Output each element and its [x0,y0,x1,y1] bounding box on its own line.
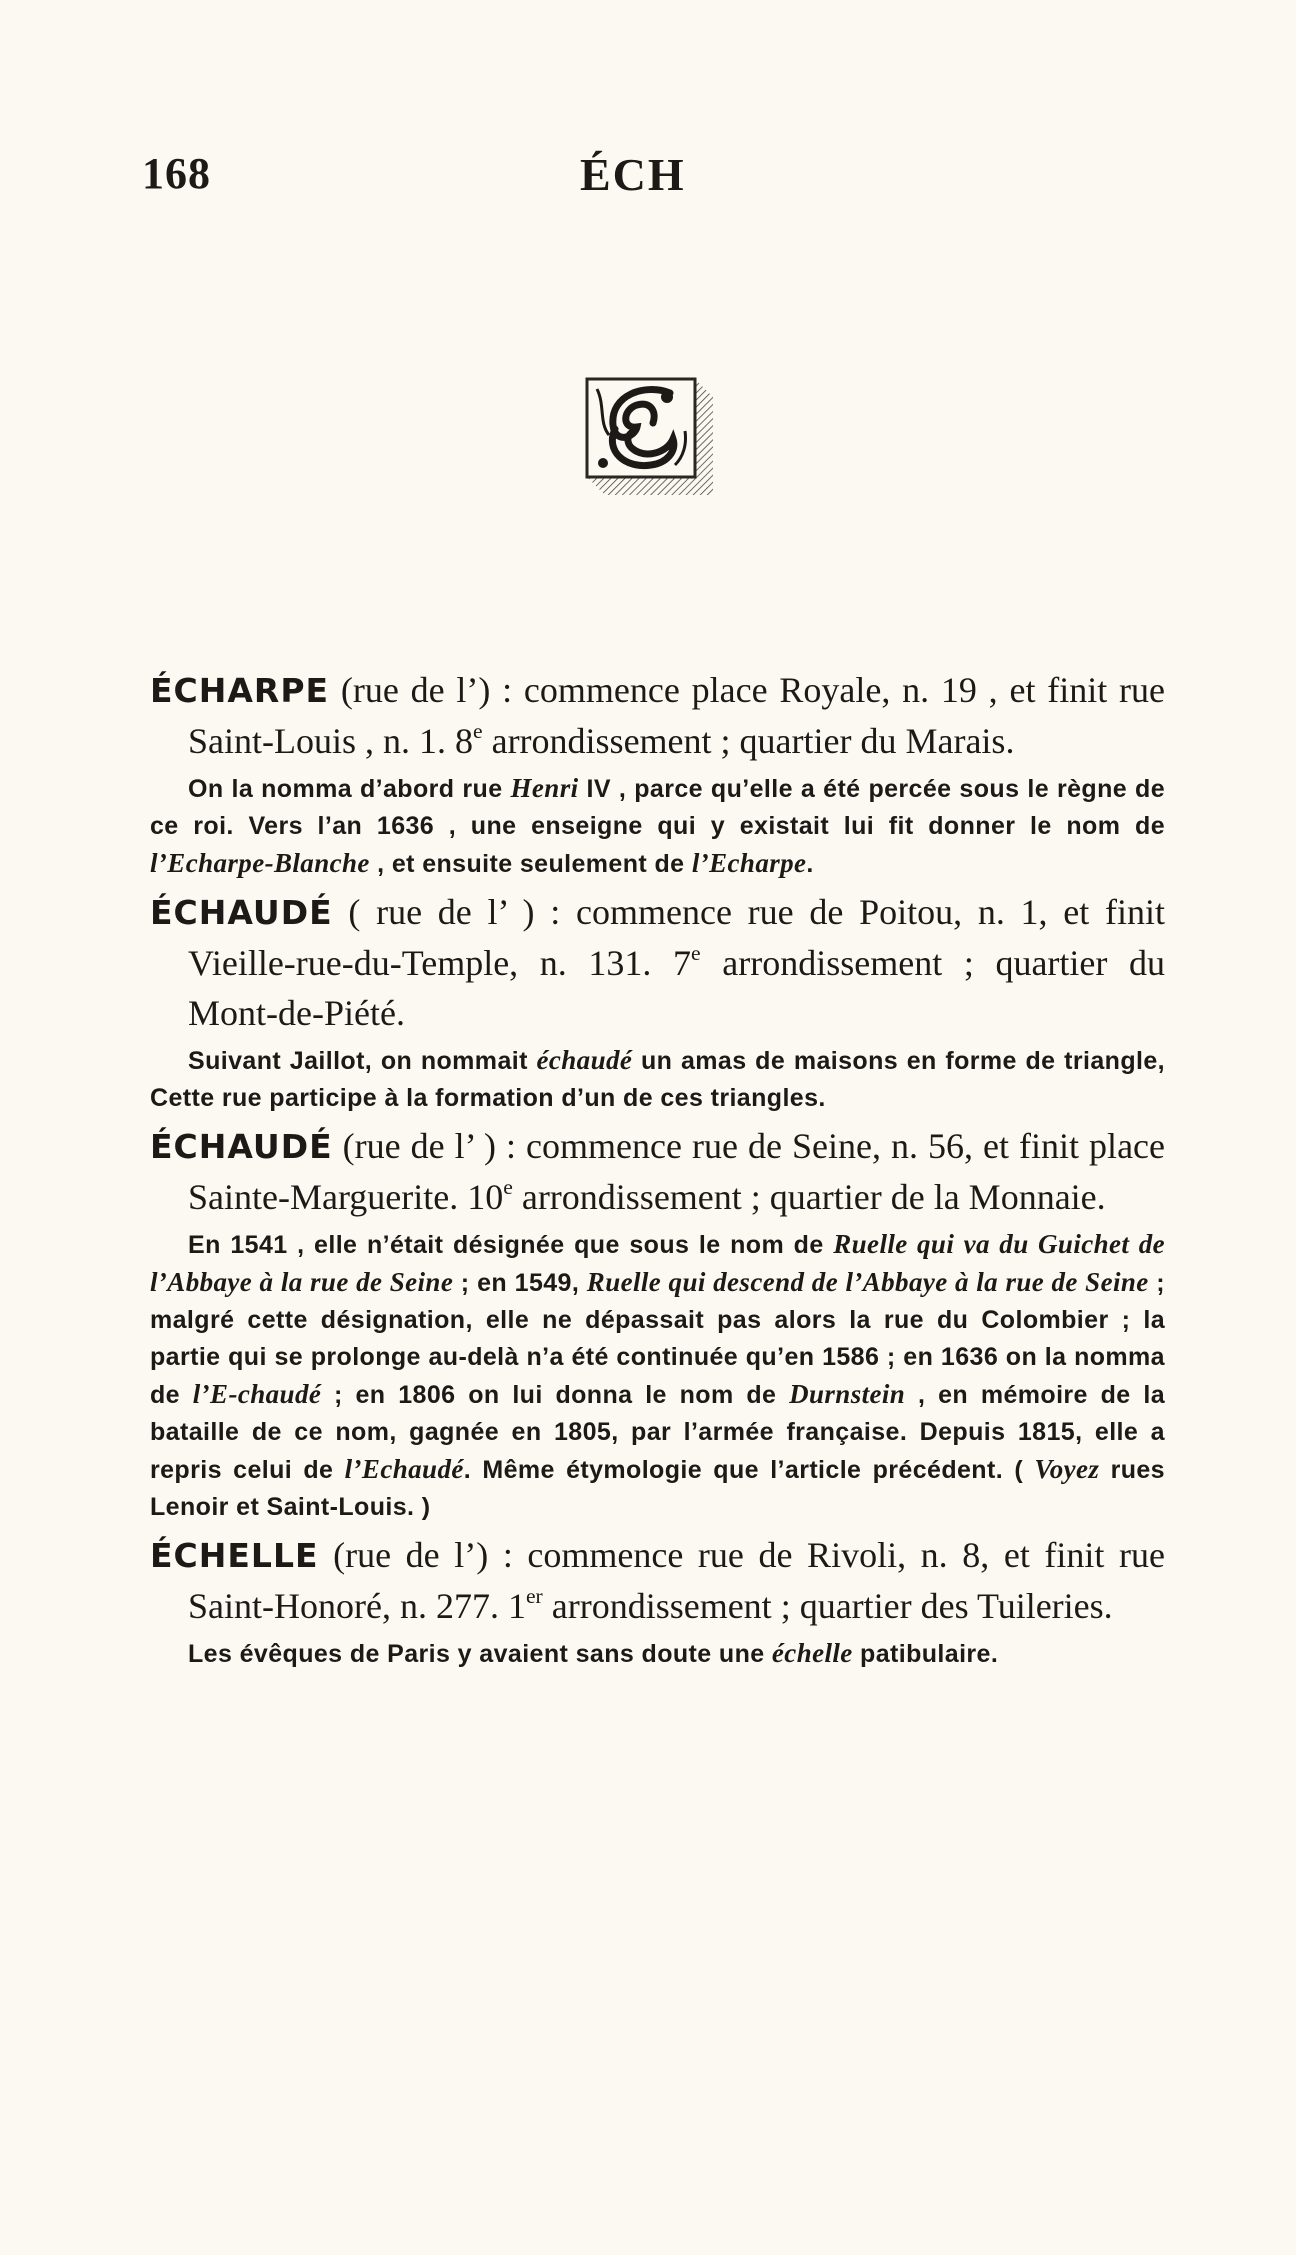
entry-note [150,1042,1165,1117]
entry-text-a: (rue de l’ ) : commence rue de Seine, n. 56, et finit place Sainte-Marguerite. 10 [188,1126,1165,1217]
entry-main-text [150,887,1165,1038]
note-text: Les évêques de Paris y avaient sans doute une [188,1640,772,1668]
entry-main-text [150,665,1165,766]
note-italic: échelle [771,1638,853,1668]
entry-main-text [150,1530,1165,1631]
entry-text-a: (rue de l’) : commence rue de Rivoli, n. 8, et finit rue Saint-Honoré, n. 277. 1 [188,1535,1165,1626]
decorative-letter-e-ornament-icon [575,365,723,503]
note-text: On la nomma d’abord rue [188,775,511,803]
entry-echarpe [150,665,1165,883]
entry-text-b: arrondissement ; quartier de la Monnaie. [512,1177,1106,1217]
note-text: , et ensuite seulement de [369,850,692,878]
note-text: ; malgré cette désignation, elle ne dépassait pas alors la rue du Colombier ; la partie qui se prolonge au-delà n’a été continuée qu’en 1586 ; en 1636 on la nomma de [150,1269,1165,1409]
entries-list [150,665,1165,1677]
note-italic: Voyez [1034,1454,1100,1484]
note-text: un amas de maisons en forme de triangle, Cette rue participe à la formation d’un de ces triangles. [150,1047,1165,1112]
entry-text-b: arrondissement ; quartier des Tuileries. [542,1586,1113,1626]
note-italic: l’E-chaudé [192,1379,322,1409]
entry-note [150,770,1165,883]
note-italic: l’Echarpe [691,848,807,878]
entry-main-text [150,1121,1165,1222]
entry-headword: ÉCHELLE [150,1536,319,1575]
entry-echaude-1 [150,887,1165,1117]
entry-text-a: ( rue de l’ ) : commence rue de Poitou, n. 1, et finit Vieille-rue-du-Temple, n. 131. 7 [188,892,1165,983]
note-text: IV , parce qu’elle a été percée sous le règne de ce roi. Vers l’an 1636 , une enseigne qui y existait lui fit donner le nom de [150,775,1166,840]
entry-sup: e [473,718,483,743]
note-text: Suivant Jaillot, on nommait [188,1047,537,1075]
entry-echelle [150,1530,1165,1673]
entry-headword-wrap [150,670,329,710]
entry-headword: ÉCHAUDÉ [150,893,333,932]
note-italic: Henri [510,773,579,803]
entry-note [150,1635,1165,1673]
entry-note [150,1226,1165,1526]
note-italic: l’Echarpe-Blanche [150,848,370,878]
note-text: ; en 1549, [453,1269,587,1297]
page-header [140,148,1160,208]
note-text: ; en 1806 on lui donna le nom de [321,1381,790,1409]
note-italic: échaudé [536,1045,633,1075]
entry-text-b: arrondissement ; quartier du Mont-de-Piété. [188,943,1165,1033]
entry-sup: e [691,940,701,965]
entry-text-b: arrondissement ; quartier du Marais. [482,721,1015,761]
entry-headword: ÉCHARPE [150,671,330,710]
note-text: , en mémoire de la bataille de ce nom, gagnée en 1805, par l’armée française. Depuis 1815, elle a repris celui de [150,1381,1165,1484]
note-text: patibulaire. [852,1640,999,1668]
entry-echaude-2 [150,1121,1165,1526]
note-italic: l’Echaudé [344,1454,464,1484]
note-text: . [806,850,814,878]
entry-text-a: (rue de l’) : commence place Royale, n. 19 , et finit rue Saint-Louis , n. 1. 8 [188,670,1165,761]
entry-sup: e [503,1174,513,1199]
entry-sup: er [525,1583,543,1608]
note-text: . Même étymologie que l’article précédent. ( [463,1456,1035,1484]
note-italic: Ruelle qui descend de l’Abbaye à la rue de Seine [586,1267,1149,1297]
running-head: ÉCH [580,149,686,200]
note-italic: Ruelle qui va du Guichet de l’Abbaye à la rue de Seine [150,1229,1165,1297]
note-text: En 1541 , elle n’était désignée que sous le nom de [188,1231,834,1259]
entry-headword: ÉCHAUDÉ [150,1127,333,1166]
note-text: rues Lenoir et Saint-Louis. ) [150,1456,1165,1521]
entry-headword-wrap [150,892,333,932]
note-italic: Durnstein [789,1379,906,1409]
entry-headword-wrap [150,1535,319,1575]
page-number: 168 [142,149,211,198]
entry-headword-wrap [150,1126,333,1166]
